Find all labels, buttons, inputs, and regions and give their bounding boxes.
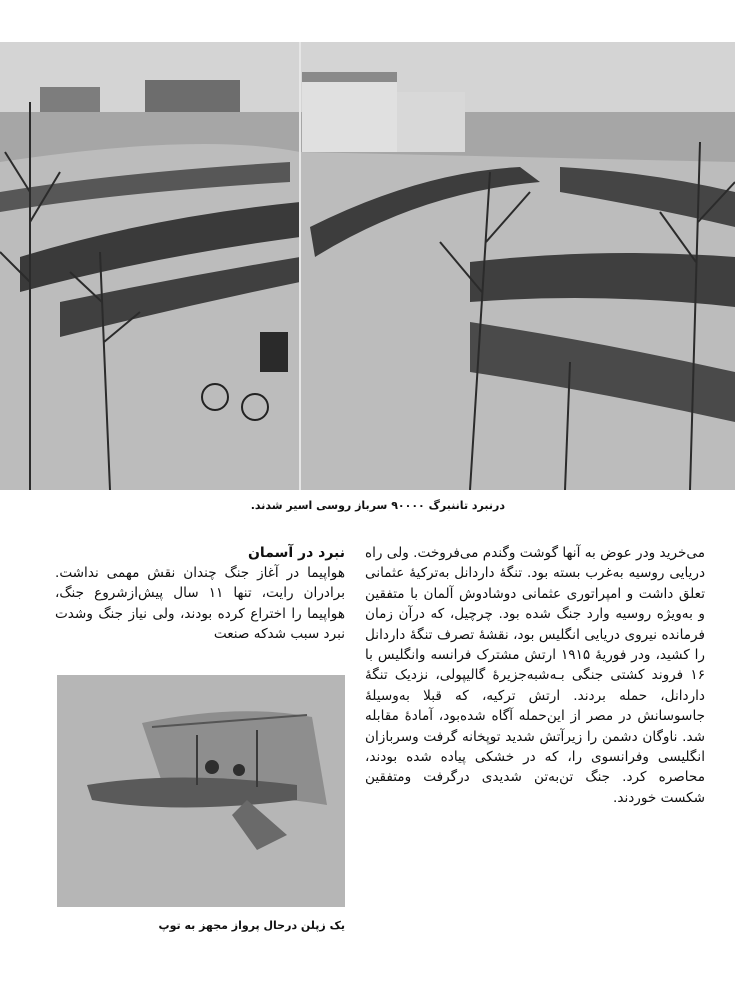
article-paragraph: می‌خرید ودر عوض به آنها گوشت وگندم می‌فروخت. ولی راه دریایی روسیه به‌غرب بسته بود. تنگهٔ داردانل به‌ترکیهٔ عثمانی تعلق داشت و امپراتوری عثمانی دوشادوش آلمان با متفقین و به‌ویژه روسیه وارد جنگ شده بود. چرچیل، که درآن زمان فرمانده نیروی دریایی انگلیس بود، نقشهٔ تصرف تنگهٔ داردانل را کشید، ودر فوریهٔ ۱۹۱۵ ارتش مشترک فرانسه وانگلیس با ۱۶ فروند کشتی جنگی بـه‌شبه‌جزیرهٔ گالیپولی، نزدیک تنگهٔ داردانل، حمله بردند. ارتش ترکیه، که قبلا به‌وسیلهٔ جاسوسانش در مصر از این‌حمله آگاه شده‌بود، آمادهٔ مقابله شد. ناوگان دشمن را زیرآتش شدید توپخانه گرفت وسربازان انگلیسی وفرانسوی را، که در خشکی پیاده شده بودند، محاصره کرد. جنگ تن‌به‌تن شدیدی درگرفت ومتفقین شکست خوردند. — [365, 545, 705, 806]
zeppelin-photo — [57, 675, 345, 907]
article-right-column — [365, 543, 705, 808]
section-heading: نبرد در آسمان — [247, 545, 345, 561]
article-left-column — [55, 543, 345, 645]
article-paragraph-left: هواپیما در آغاز جنگ چندان نقش مهمی نداشت. برادران رایت، تنها ۱۱ سال پیش‌ازشروع جنگ، هواپیما را اختراع کرده بودند، ولی نیاز جنگ وشدت نبرد سبب شدکه صنعت — [55, 565, 346, 643]
prisoners-photo — [0, 42, 735, 490]
top-photo-caption: درنبرد تاننبرگ ۹۰۰۰۰ سرباز روسی اسیر شدند. — [250, 499, 505, 512]
zeppelin-photo-caption: یک زپلن درحال پرواز مجهز به توپ — [158, 919, 345, 932]
